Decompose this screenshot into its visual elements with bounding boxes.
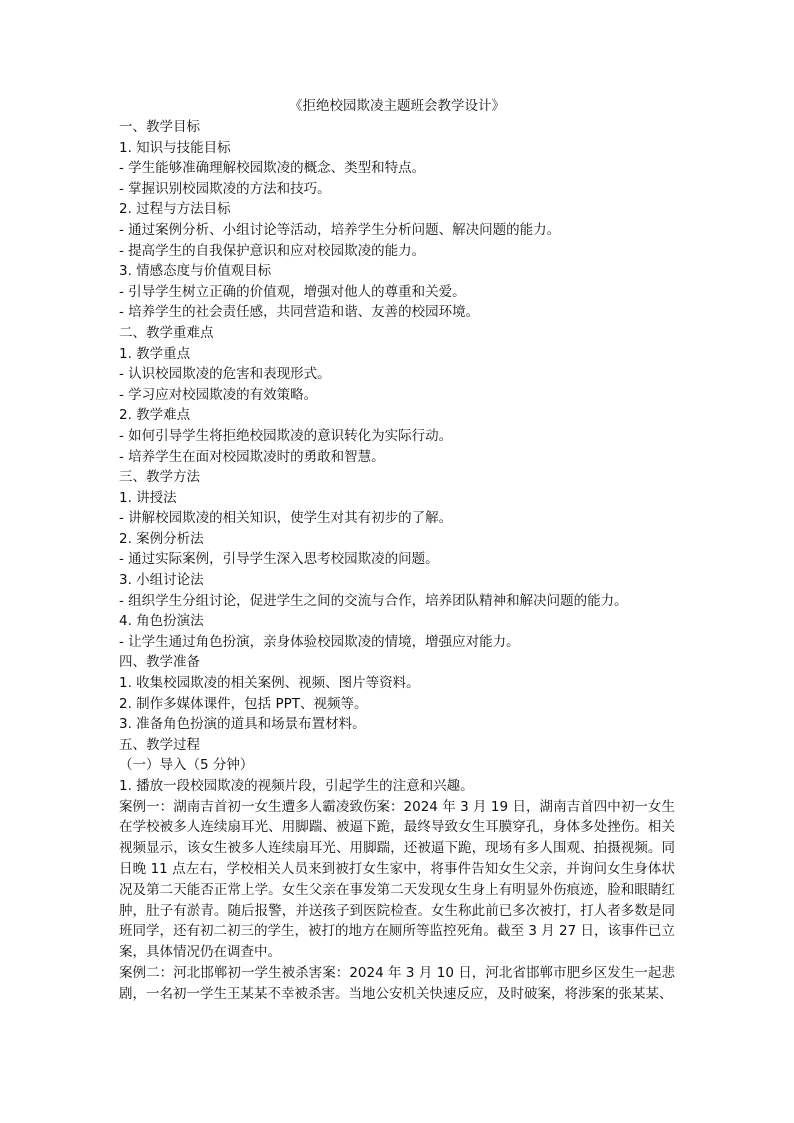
text-line: 3. 小组讨论法 [119, 572, 204, 589]
text-line: 2. 案例分析法 [119, 530, 204, 547]
text-line: 一、教学目标 [119, 119, 200, 135]
text-line: - 引导学生树立正确的价值观，增强对他人的尊重和关爱。 [119, 283, 466, 300]
text-line: 五、教学过程 [119, 736, 200, 753]
outline-lines [119, 117, 675, 797]
text-line: - 组织学生分组讨论，促进学生之间的交流与合作，培养团队精神和解决问题的能力。 [119, 592, 628, 609]
text-line: 1. 讲授法 [119, 489, 177, 506]
case-two-paragraph: 案例二：河北邯郸初一学生被杀害案：2024 年 3 月 10 日，河北省邯郸市肥乡区发生一起悲剧，一名初一学生王某某不幸被杀害。当地公安机关快速反应，及时破案，将涉案的张某某、 [119, 964, 675, 1002]
text-line: 2. 教学难点 [119, 407, 191, 424]
text-line: - 掌握识别校园欺凌的方法和技巧。 [119, 180, 331, 197]
text-line: - 通过案例分析、小组讨论等活动，培养学生分析问题、解决问题的能力。 [119, 221, 561, 238]
text-line: - 学生能够准确理解校园欺凌的概念、类型和特点。 [119, 160, 426, 177]
text-line: 3. 情感态度与价值观目标 [119, 263, 272, 280]
text-line: 四、教学准备 [119, 654, 200, 671]
text-line: 1. 知识与技能目标 [119, 139, 231, 156]
text-line: - 认识校园欺凌的危害和表现形式。 [119, 366, 331, 383]
text-line: 1. 教学重点 [119, 345, 191, 362]
text-line: 1. 播放一段校园欺凌的视频片段，引起学生的注意和兴趣。 [119, 778, 474, 794]
text-line: 1. 收集校园欺凌的相关案例、视频、图片等资料。 [119, 675, 420, 692]
text-line: 三、教学方法 [119, 469, 200, 486]
text-line: 二、教学重难点 [119, 324, 214, 341]
text-line: 3. 准备角色扮演的道具和场景布置材料。 [119, 716, 366, 733]
text-line: （一）导入（5 分钟） [119, 757, 254, 774]
text-line: 4. 角色扮演法 [119, 613, 204, 630]
case-one-paragraph: 案例一：湖南吉首初一女生遭多人霸凌致伤案：2024 年 3 月 19 日，湖南吉首四中初一女生在学校被多人连续扇耳光、用脚踹、被逼下跪，最终导致女生耳膜穿孔，身体多处挫伤。相关视频显示，该女生被多人连续扇耳光、用脚踹，还被逼下跪，现场有多人围观、拍摄视频。同日晚 11 点左右，学校相关人员来到被打女生家中，将事件告知女生父亲，并询问女生身体状况及第二天能否正常上学。女生父亲在事发第二天发现女生身上有明显外伤痕迹，脸和眼睛红肿，肚子有淤青。随后报警，并送孩子到医院检查。女生称此前已多次被打，打人者多数是同班同学，还有初二初三的学生，被打的地方在厕所等监控死角。截至 3 月 27 日，该事件已立案，具体情况仍在调查中。 [119, 798, 675, 961]
text-line: - 讲解校园欺凌的相关知识，使学生对其有初步的了解。 [119, 510, 453, 527]
text-line: - 学习应对校园欺凌的有效策略。 [119, 386, 318, 403]
text-line: - 培养学生在面对校园欺凌时的勇敢和智慧。 [119, 448, 385, 465]
text-line: 2. 过程与方法目标 [119, 201, 231, 218]
text-line: - 如何引导学生将拒绝校园欺凌的意识转化为实际行动。 [119, 427, 453, 444]
document-title: 《拒绝校园欺凌主题班会教学设计》 [289, 98, 505, 114]
text-line: - 培养学生的社会责任感，共同营造和谐、友善的校园环境。 [119, 304, 480, 321]
text-line: - 提高学生的自我保护意识和应对校园欺凌的能力。 [119, 242, 426, 259]
text-line: - 让学生通过角色扮演，亲身体验校园欺凌的情境，增强应对能力。 [119, 633, 520, 650]
document-body [119, 117, 675, 1005]
text-line: 2. 制作多媒体课件，包括 PPT、视频等。 [119, 695, 368, 712]
text-line: - 通过实际案例，引导学生深入思考校园欺凌的问题。 [119, 551, 439, 568]
